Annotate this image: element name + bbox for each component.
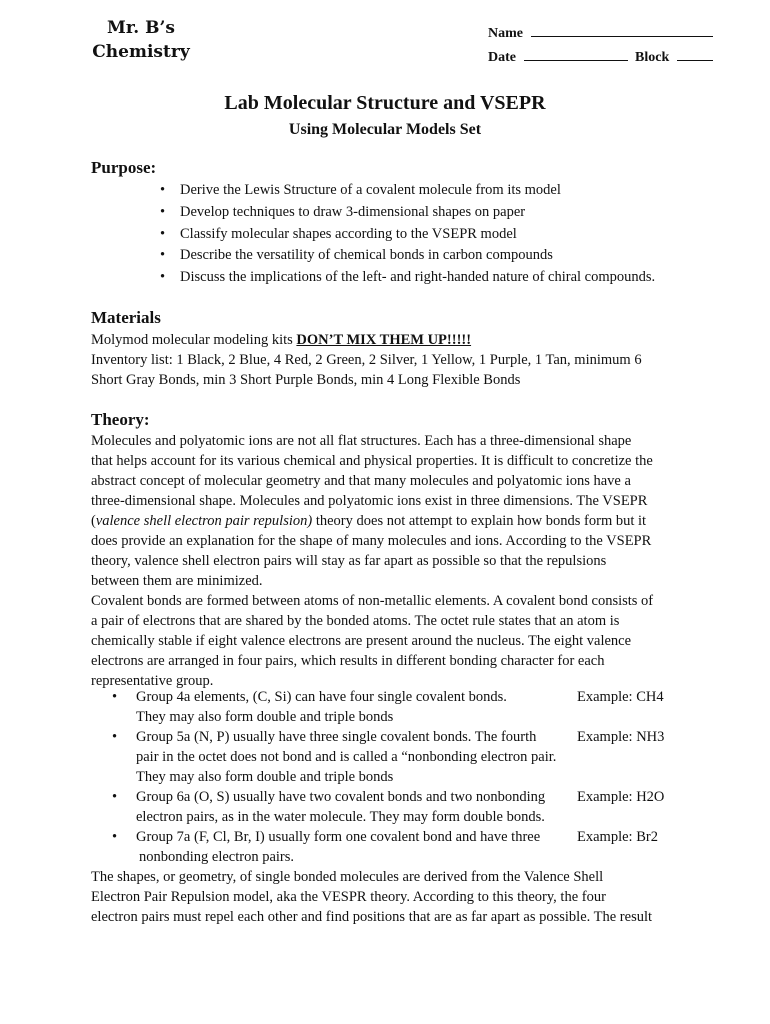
- paren-open: (: [91, 513, 96, 529]
- group-line: pair in the octet does not bond and is called a “nonbonding electron pair.: [136, 749, 557, 765]
- bullet-dot: •: [112, 789, 118, 805]
- theory-line: a pair of electrons that are shared by the bonded atoms. The octet rule states that an atom is: [91, 613, 620, 629]
- group-example: Example: CH4: [577, 689, 664, 705]
- theory-line: representative group.: [91, 673, 214, 689]
- group-bullet-list: [112, 687, 692, 867]
- purpose-list: [160, 180, 655, 289]
- theory-paragraphs: [91, 431, 691, 691]
- purpose-item: • Develop techniques to draw 3-dimensional shapes on paper: [160, 202, 655, 224]
- theory-line: that helps account for its various chemical and physical properties. It is difficult to concretize the: [91, 453, 653, 469]
- group-example: Example: H2O: [577, 789, 665, 805]
- group-item-4a: [112, 687, 692, 727]
- block-blank-line[interactable]: [677, 46, 713, 61]
- theory-line: does provide an explanation for the shape of many molecules and ions. According to the VSEPR: [91, 533, 652, 549]
- purpose-item: • Derive the Lewis Structure of a covalent molecule from its model: [160, 180, 655, 202]
- purpose-heading: Purpose:: [91, 158, 157, 177]
- bullet-dot: •: [112, 729, 118, 745]
- materials-text: [91, 330, 691, 390]
- theory-heading: Theory:: [91, 410, 150, 429]
- bullet-dot: •: [112, 829, 118, 845]
- name-field-row: [488, 22, 713, 46]
- group-item-6a: [112, 787, 692, 827]
- logo-line-2: Chemistry: [92, 42, 190, 62]
- theory-line: chemically stable if eight valence electrons are present around the nucleus. The eight valence: [91, 633, 632, 649]
- group-line: They may also form double and triple bonds: [136, 709, 394, 725]
- name-label: Name: [488, 26, 523, 41]
- logo-mr-bs-chemistry: [86, 16, 196, 64]
- vsepr-definition: valence shell electron pair repulsion): [95, 513, 313, 529]
- theory-closing-paragraph: [91, 867, 691, 927]
- theory-line: abstract concept of molecular geometry and that many molecules and polyatomic ions have a: [91, 473, 631, 489]
- theory-line: three-dimensional shape. Molecules and polyatomic ions exist in three dimensions. The VSEPR: [91, 493, 648, 509]
- theory-line: Molecules and polyatomic ions are not all flat structures. Each has a three-dimensional shape: [91, 433, 632, 449]
- group-line: Group 5a (N, P) usually have three single covalent bonds. The fourth: [136, 729, 537, 745]
- theory-line: electron pairs must repel each other and find positions that are as far apart as possible. The result: [91, 909, 653, 925]
- purpose-item: • Describe the versatility of chemical bonds in carbon compounds: [160, 245, 655, 267]
- name-blank-line[interactable]: [531, 22, 713, 37]
- theory-line: between them are minimized.: [91, 573, 263, 589]
- theory-line: electrons are arranged in four pairs, which results in different bonding character for each: [91, 653, 605, 669]
- materials-line: Short Gray Bonds, min 3 Short Purple Bonds, min 4 Long Flexible Bonds: [91, 372, 521, 388]
- student-info-fields: [488, 22, 713, 70]
- theory-line: [91, 511, 691, 531]
- document-subtitle: Using Molecular Models Set: [288, 121, 482, 138]
- bullet-dot: •: [112, 689, 118, 705]
- theory-line: theory, valence shell electron pairs will stay as far apart as possible so that the repulsions: [91, 553, 607, 569]
- theory-line: The shapes, or geometry, of single bonded molecules are derived from the Valence Shell: [91, 869, 604, 885]
- group-item-7a: [112, 827, 692, 867]
- theory-line-rest: theory does not attempt to explain how bonds form but it: [312, 513, 647, 529]
- theory-line: Electron Pair Repulsion model, aka the VESPR theory. According to this theory, the four: [91, 889, 606, 905]
- group-line: Group 6a (O, S) usually have two covalent bonds and two nonbonding: [136, 789, 546, 805]
- group-example: Example: NH3: [577, 729, 665, 745]
- date-label: Date: [488, 50, 516, 65]
- date-block-row: [488, 46, 713, 70]
- materials-heading: Materials: [91, 308, 161, 327]
- group-line: electron pairs, as in the water molecule. They may form double bonds.: [136, 809, 545, 825]
- materials-kit-text: Molymod molecular modeling kits: [91, 332, 297, 348]
- materials-warning: DON’T MIX THEM UP!!!!!: [296, 332, 472, 348]
- materials-line: Inventory list: 1 Black, 2 Blue, 4 Red, 2 Green, 2 Silver, 1 Yellow, 1 Purple, 1 Tan, minimum 6: [91, 352, 642, 368]
- group-line: nonbonding electron pairs.: [139, 849, 295, 865]
- group-example: Example: Br2: [577, 829, 658, 845]
- date-blank-line[interactable]: [524, 46, 628, 61]
- document-title: Lab Molecular Structure and VSEPR: [224, 92, 546, 114]
- purpose-item: • Classify molecular shapes according to the VSEPR model: [160, 224, 655, 246]
- theory-line: Covalent bonds are formed between atoms of non-metallic elements. A covalent bond consists of: [91, 593, 654, 609]
- group-line: Group 7a (F, Cl, Br, I) usually form one covalent bond and have three: [136, 829, 541, 845]
- group-line: They may also form double and triple bonds: [136, 769, 394, 785]
- block-label: Block: [635, 50, 670, 65]
- group-line: Group 4a elements, (C, Si) can have four single covalent bonds.: [136, 689, 507, 705]
- purpose-item: • Discuss the implications of the left- and right-handed nature of chiral compounds.: [160, 267, 655, 289]
- materials-line: [91, 330, 691, 350]
- logo-line-1: Mr. B’s: [107, 18, 175, 38]
- group-item-5a: [112, 727, 692, 787]
